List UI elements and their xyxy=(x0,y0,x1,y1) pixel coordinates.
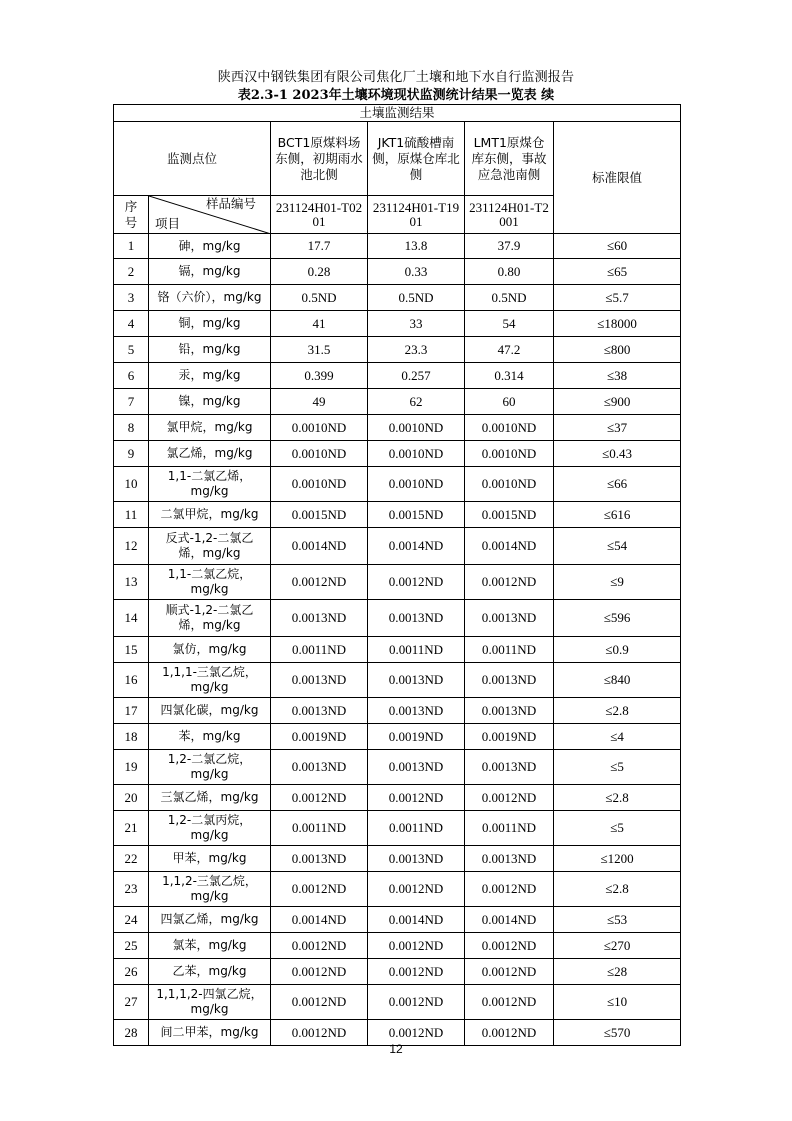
value-cell: 33 xyxy=(368,311,465,337)
value-cell: 0.0010ND xyxy=(271,415,368,441)
value-cell: 0.0010ND xyxy=(368,415,465,441)
item-cell: 苯，mg/kg xyxy=(149,724,271,750)
value-cell: 0.0012ND xyxy=(465,985,554,1020)
value-cell: 0.0013ND xyxy=(368,663,465,698)
limit-cell: ≤2.8 xyxy=(554,698,681,724)
table-row xyxy=(114,363,681,389)
value-cell: 0.0013ND xyxy=(271,698,368,724)
value-cell: 0.0012ND xyxy=(271,1020,368,1046)
seq-label: 序号 xyxy=(114,196,149,234)
value-cell: 0.0013ND xyxy=(465,846,554,872)
value-cell: 0.28 xyxy=(271,259,368,285)
item-cell: 1,1,1,2-四氯乙烷，mg/kg xyxy=(149,985,271,1020)
value-cell: 0.0019ND xyxy=(368,724,465,750)
table-row xyxy=(114,933,681,959)
item-cell: 砷，mg/kg xyxy=(149,234,271,259)
limit-cell: ≤66 xyxy=(554,467,681,502)
seq-cell: 2 xyxy=(114,259,149,285)
item-cell: 乙苯，mg/kg xyxy=(149,959,271,985)
value-cell: 0.0012ND xyxy=(271,785,368,811)
limit-cell: ≤5 xyxy=(554,811,681,846)
diagonal-header-cell xyxy=(149,196,271,234)
value-cell: 0.0011ND xyxy=(465,811,554,846)
limit-cell: ≤37 xyxy=(554,415,681,441)
seq-cell: 20 xyxy=(114,785,149,811)
value-cell: 0.0012ND xyxy=(271,872,368,907)
value-cell: 0.0015ND xyxy=(465,502,554,528)
item-cell: 氯甲烷，mg/kg xyxy=(149,415,271,441)
limit-cell: ≤0.43 xyxy=(554,441,681,467)
item-cell: 1,2-二氯乙烷，mg/kg xyxy=(149,750,271,785)
value-cell: 0.0011ND xyxy=(368,811,465,846)
item-cell: 间二甲苯，mg/kg xyxy=(149,1020,271,1046)
limit-cell: ≤38 xyxy=(554,363,681,389)
limit-cell: ≤270 xyxy=(554,933,681,959)
table-row xyxy=(114,389,681,415)
value-cell: 49 xyxy=(271,389,368,415)
value-cell: 0.0011ND xyxy=(465,637,554,663)
value-cell: 0.0012ND xyxy=(368,565,465,600)
seq-cell: 4 xyxy=(114,311,149,337)
table-row xyxy=(114,785,681,811)
item-cell: 镉，mg/kg xyxy=(149,259,271,285)
limit-cell: ≤1200 xyxy=(554,846,681,872)
value-cell: 0.0015ND xyxy=(368,502,465,528)
value-cell: 41 xyxy=(271,311,368,337)
value-cell: 0.0012ND xyxy=(368,985,465,1020)
limit-cell: ≤570 xyxy=(554,1020,681,1046)
item-cell: 顺式-1,2-二氯乙烯，mg/kg xyxy=(149,600,271,637)
limit-cell: ≤10 xyxy=(554,985,681,1020)
item-label: 项目 xyxy=(155,216,181,231)
seq-cell: 7 xyxy=(114,389,149,415)
monitoring-results-table xyxy=(113,104,681,1046)
limit-cell: ≤900 xyxy=(554,389,681,415)
table-row xyxy=(114,467,681,502)
value-cell: 0.0014ND xyxy=(271,528,368,565)
limit-cell: ≤18000 xyxy=(554,311,681,337)
section-header: 土壤监测结果 xyxy=(114,105,681,122)
limit-cell: ≤54 xyxy=(554,528,681,565)
table-row xyxy=(114,846,681,872)
item-cell: 铬（六价），mg/kg xyxy=(149,285,271,311)
limit-cell: ≤840 xyxy=(554,663,681,698)
item-cell: 1,1,1-三氯乙烷，mg/kg xyxy=(149,663,271,698)
table-row xyxy=(114,637,681,663)
item-cell: 氯仿，mg/kg xyxy=(149,637,271,663)
item-cell: 汞，mg/kg xyxy=(149,363,271,389)
table-row xyxy=(114,724,681,750)
table-row xyxy=(114,811,681,846)
table-row xyxy=(114,959,681,985)
limit-cell: ≤2.8 xyxy=(554,785,681,811)
seq-cell: 13 xyxy=(114,565,149,600)
table-row xyxy=(114,698,681,724)
point-name: JKT1硫酸槽南侧，原煤仓库北侧 xyxy=(368,122,465,196)
seq-cell: 27 xyxy=(114,985,149,1020)
value-cell: 0.0010ND xyxy=(368,441,465,467)
standard-label: 标准限值 xyxy=(554,122,681,234)
limit-cell: ≤5.7 xyxy=(554,285,681,311)
value-cell: 0.0010ND xyxy=(368,467,465,502)
item-cell: 铅，mg/kg xyxy=(149,337,271,363)
seq-cell: 8 xyxy=(114,415,149,441)
value-cell: 0.5ND xyxy=(465,285,554,311)
page-number: 12 xyxy=(389,1042,403,1056)
limit-cell: ≤9 xyxy=(554,565,681,600)
value-cell: 54 xyxy=(465,311,554,337)
value-cell: 0.0012ND xyxy=(368,959,465,985)
table-title: 表2.3-1 2023年土壤环境现状监测统计结果一览表 续 xyxy=(237,88,555,103)
limit-cell: ≤0.9 xyxy=(554,637,681,663)
value-cell: 0.0013ND xyxy=(465,698,554,724)
table-row xyxy=(114,415,681,441)
item-cell: 四氯乙烯，mg/kg xyxy=(149,907,271,933)
value-cell: 0.0014ND xyxy=(271,907,368,933)
value-cell: 37.9 xyxy=(465,234,554,259)
value-cell: 0.0015ND xyxy=(271,502,368,528)
value-cell: 23.3 xyxy=(368,337,465,363)
limit-cell: ≤28 xyxy=(554,959,681,985)
value-cell: 0.0013ND xyxy=(368,846,465,872)
value-cell: 0.0012ND xyxy=(368,872,465,907)
item-cell: 镍，mg/kg xyxy=(149,389,271,415)
value-cell: 0.0013ND xyxy=(368,600,465,637)
limit-cell: ≤53 xyxy=(554,907,681,933)
value-cell: 0.0011ND xyxy=(368,637,465,663)
seq-cell: 24 xyxy=(114,907,149,933)
value-cell: 47.2 xyxy=(465,337,554,363)
value-cell: 0.0012ND xyxy=(465,933,554,959)
item-cell: 二氯甲烷，mg/kg xyxy=(149,502,271,528)
item-cell: 1,1-二氯乙烯，mg/kg xyxy=(149,467,271,502)
value-cell: 0.33 xyxy=(368,259,465,285)
value-cell: 0.0013ND xyxy=(465,600,554,637)
seq-cell: 19 xyxy=(114,750,149,785)
seq-cell: 14 xyxy=(114,600,149,637)
value-cell: 0.0013ND xyxy=(271,846,368,872)
value-cell: 0.5ND xyxy=(271,285,368,311)
table-row xyxy=(114,750,681,785)
seq-cell: 26 xyxy=(114,959,149,985)
value-cell: 0.0013ND xyxy=(368,750,465,785)
limit-cell: ≤2.8 xyxy=(554,872,681,907)
seq-cell: 16 xyxy=(114,663,149,698)
value-cell: 0.0013ND xyxy=(465,750,554,785)
value-cell: 0.0012ND xyxy=(368,933,465,959)
item-cell: 铜，mg/kg xyxy=(149,311,271,337)
value-cell: 0.0014ND xyxy=(465,907,554,933)
value-cell: 0.0012ND xyxy=(271,959,368,985)
table-row xyxy=(114,259,681,285)
table-row xyxy=(114,337,681,363)
value-cell: 0.399 xyxy=(271,363,368,389)
value-cell: 17.7 xyxy=(271,234,368,259)
seq-cell: 18 xyxy=(114,724,149,750)
value-cell: 0.314 xyxy=(465,363,554,389)
value-cell: 13.8 xyxy=(368,234,465,259)
sample-no-label: 样品编号 xyxy=(205,196,256,211)
sample-id: 231124H01-T0201 xyxy=(271,196,368,234)
value-cell: 0.257 xyxy=(368,363,465,389)
table-row xyxy=(114,234,681,259)
item-cell: 1,2-二氯丙烷，mg/kg xyxy=(149,811,271,846)
value-cell: 0.0012ND xyxy=(271,985,368,1020)
value-cell: 0.0010ND xyxy=(271,467,368,502)
value-cell: 0.0012ND xyxy=(465,785,554,811)
item-cell: 反式-1,2-二氯乙烯，mg/kg xyxy=(149,528,271,565)
value-cell: 0.0012ND xyxy=(368,1020,465,1046)
table-row xyxy=(114,311,681,337)
value-cell: 0.0010ND xyxy=(271,441,368,467)
value-cell: 0.0013ND xyxy=(465,663,554,698)
value-cell: 0.0013ND xyxy=(271,663,368,698)
limit-cell: ≤60 xyxy=(554,234,681,259)
seq-cell: 21 xyxy=(114,811,149,846)
value-cell: 0.80 xyxy=(465,259,554,285)
seq-cell: 22 xyxy=(114,846,149,872)
value-cell: 0.0013ND xyxy=(271,750,368,785)
value-cell: 0.0013ND xyxy=(368,698,465,724)
item-cell: 1,1,2-三氯乙烷，mg/kg xyxy=(149,872,271,907)
sample-id: 231124H01-T1901 xyxy=(368,196,465,234)
value-cell: 0.0012ND xyxy=(465,1020,554,1046)
table-row xyxy=(114,600,681,637)
limit-cell: ≤4 xyxy=(554,724,681,750)
value-cell: 0.0011ND xyxy=(271,637,368,663)
table-row xyxy=(114,663,681,698)
value-cell: 60 xyxy=(465,389,554,415)
seq-cell: 25 xyxy=(114,933,149,959)
table-row xyxy=(114,285,681,311)
item-cell: 三氯乙烯，mg/kg xyxy=(149,785,271,811)
item-cell: 1,1-二氯乙烷，mg/kg xyxy=(149,565,271,600)
value-cell: 62 xyxy=(368,389,465,415)
limit-cell: ≤596 xyxy=(554,600,681,637)
value-cell: 0.0014ND xyxy=(465,528,554,565)
limit-cell: ≤616 xyxy=(554,502,681,528)
seq-cell: 5 xyxy=(114,337,149,363)
value-cell: 0.0012ND xyxy=(368,785,465,811)
point-label: 监测点位 xyxy=(114,122,271,196)
limit-cell: ≤65 xyxy=(554,259,681,285)
item-cell: 氯苯，mg/kg xyxy=(149,933,271,959)
limit-cell: ≤5 xyxy=(554,750,681,785)
table-row xyxy=(114,502,681,528)
seq-cell: 9 xyxy=(114,441,149,467)
seq-cell: 6 xyxy=(114,363,149,389)
value-cell: 0.0014ND xyxy=(368,528,465,565)
table-row xyxy=(114,985,681,1020)
value-cell: 0.0014ND xyxy=(368,907,465,933)
value-cell: 0.0010ND xyxy=(465,415,554,441)
limit-cell: ≤800 xyxy=(554,337,681,363)
value-cell: 0.0013ND xyxy=(271,600,368,637)
value-cell: 0.0010ND xyxy=(465,467,554,502)
point-name: LMT1原煤仓库东侧，事故应急池南侧 xyxy=(465,122,554,196)
value-cell: 0.0012ND xyxy=(465,872,554,907)
item-cell: 甲苯，mg/kg xyxy=(149,846,271,872)
table-row xyxy=(114,441,681,467)
value-cell: 0.0019ND xyxy=(271,724,368,750)
table-row xyxy=(114,528,681,565)
value-cell: 0.0012ND xyxy=(271,565,368,600)
value-cell: 31.5 xyxy=(271,337,368,363)
point-name: BCT1原煤料场东侧，初期雨水池北侧 xyxy=(271,122,368,196)
value-cell: 0.0011ND xyxy=(271,811,368,846)
table-row xyxy=(114,907,681,933)
seq-cell: 17 xyxy=(114,698,149,724)
table-row xyxy=(114,872,681,907)
sample-id: 231124H01-T2001 xyxy=(465,196,554,234)
value-cell: 0.0019ND xyxy=(465,724,554,750)
seq-cell: 28 xyxy=(114,1020,149,1046)
seq-cell: 3 xyxy=(114,285,149,311)
value-cell: 0.0012ND xyxy=(465,565,554,600)
seq-cell: 15 xyxy=(114,637,149,663)
item-cell: 氯乙烯，mg/kg xyxy=(149,441,271,467)
report-header: 陕西汉中钢铁集团有限公司焦化厂土壤和地下水自行监测报告 xyxy=(217,70,575,85)
seq-cell: 12 xyxy=(114,528,149,565)
value-cell: 0.0010ND xyxy=(465,441,554,467)
value-cell: 0.0012ND xyxy=(271,933,368,959)
seq-cell: 11 xyxy=(114,502,149,528)
item-cell: 四氯化碳，mg/kg xyxy=(149,698,271,724)
table-row xyxy=(114,565,681,600)
seq-cell: 1 xyxy=(114,234,149,259)
seq-cell: 23 xyxy=(114,872,149,907)
value-cell: 0.5ND xyxy=(368,285,465,311)
value-cell: 0.0012ND xyxy=(465,959,554,985)
seq-cell: 10 xyxy=(114,467,149,502)
